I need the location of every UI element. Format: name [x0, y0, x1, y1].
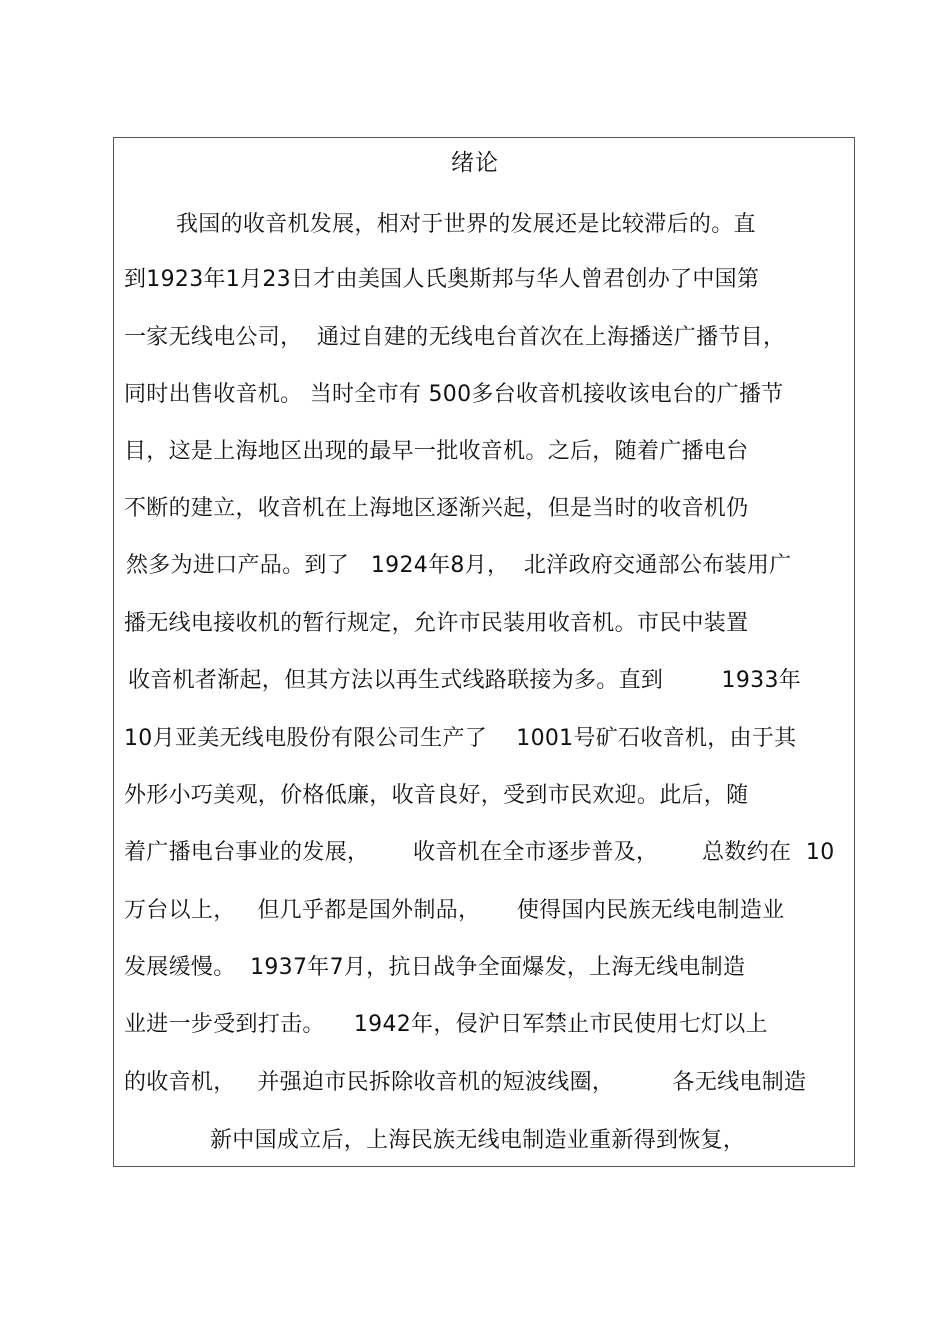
paragraph-line: 新中国成立后，上海民族无线电制造业重新得到恢复，	[210, 1128, 746, 1153]
paragraph-line: 收音机者渐起，但其方法以再生式线路联接为多。直到 1933年	[128, 668, 802, 693]
paragraph-line: 着广播电台事业的发展， 收音机在全市逐步普及， 总数约在 10	[124, 840, 835, 865]
paragraph-line: 业进一步受到打击。 1942年，侵沪日军禁止市民使用七灯以上	[124, 1012, 768, 1037]
paragraph-line: 同时出售收音机。 当时全市有 500多台收音机接收该电台的广播节	[124, 382, 784, 407]
paragraph-line: 我国的收音机发展，相对于世界的发展还是比较滞后的。直	[176, 212, 756, 237]
section-title: 绪论	[451, 150, 499, 176]
paragraph-line: 外形小巧美观，价格低廉，收音良好，受到市民欢迎。此后，随	[124, 783, 749, 808]
paragraph-line: 万台以上， 但几乎都是国外制品， 使得国内民族无线电制造业	[124, 898, 785, 923]
paragraph-line: 不断的建立，收音机在上海地区逐渐兴起，但是当时的收音机仍	[124, 496, 749, 521]
paragraph-line: 发展缓慢。 1937年7月，抗日战争全面爆发，上海无线电制造	[124, 955, 746, 980]
paragraph-line: 到1923年1月23日才由美国人氏奥斯邦与华人曾君创办了中国第	[124, 267, 760, 292]
paragraph-line: 10月亚美无线电股份有限公司生产了 1001号矿石收音机，由于其	[124, 726, 797, 751]
paragraph-line: 然多为进口产品。到了 1924年8月， 北洋政府交通部公布装用广	[126, 553, 792, 578]
paragraph-line: 的收音机， 并强迫市民拆除收音机的短波线圈， 各无线电制造	[124, 1070, 807, 1095]
paragraph-line: 一家无线电公司， 通过自建的无线电台首次在上海播送广播节目，	[124, 325, 786, 350]
paragraph-line: 目，这是上海地区出现的最早一批收音机。之后，随着广播电台	[124, 439, 749, 464]
paragraph-line: 播无线电接收机的暂行规定，允许市民装用收音机。市民中装置	[124, 611, 749, 636]
